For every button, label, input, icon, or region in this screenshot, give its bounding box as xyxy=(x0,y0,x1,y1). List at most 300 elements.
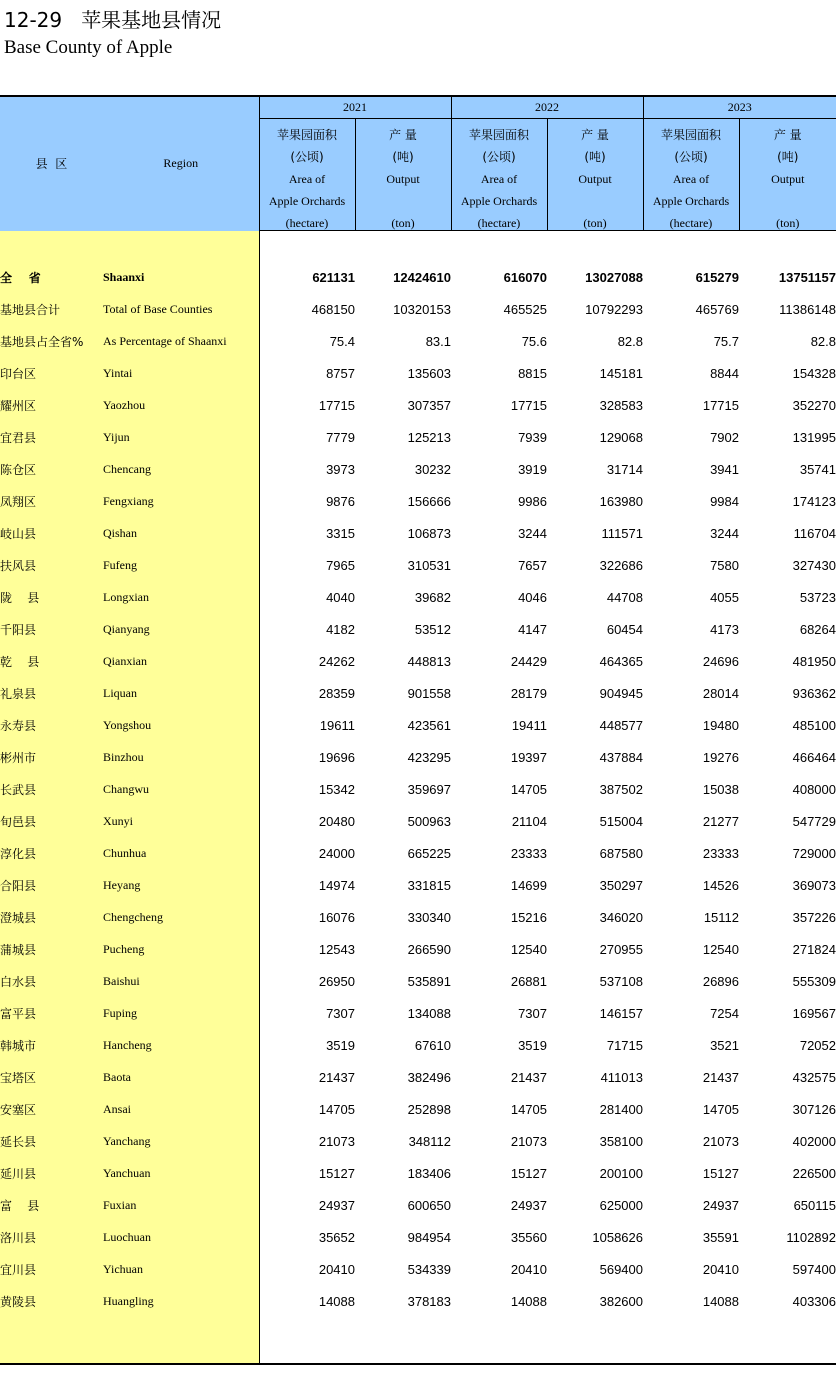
pad-cell xyxy=(0,1317,103,1364)
value-cell: 4040 xyxy=(326,589,355,605)
value-cell: 82.8 xyxy=(617,333,643,349)
value-cell: 15112 xyxy=(703,909,739,925)
value-cell: 3521 xyxy=(710,1037,739,1053)
area-label-en1: Area of xyxy=(288,171,326,186)
value-cell: 12540 xyxy=(510,941,547,957)
region-name-en: Chencang xyxy=(103,453,259,485)
value-cell: 35560 xyxy=(510,1229,547,1245)
region-name-cn: 基地县占全省% xyxy=(0,325,103,357)
pad-cell xyxy=(103,1317,259,1364)
value-cell: 15216 xyxy=(510,909,547,925)
value-cell: 936362 xyxy=(792,685,836,701)
value-cell: 904945 xyxy=(599,685,643,701)
value-cell: 1102892 xyxy=(786,1229,836,1245)
value-cell: 387502 xyxy=(599,781,643,797)
value-cell: 330340 xyxy=(407,909,451,925)
region-name-cn: 千阳县 xyxy=(0,613,103,645)
region-name-cn: 蒲城县 xyxy=(0,933,103,965)
output-label-cn: 产 量 xyxy=(389,127,417,142)
value-cell: 650115 xyxy=(793,1197,836,1213)
value-cell: 4173 xyxy=(710,621,739,637)
table-row xyxy=(0,933,836,965)
value-cell: 616070 xyxy=(503,269,547,285)
region-name-cn: 扶风县 xyxy=(0,549,103,581)
value-cell: 403306 xyxy=(792,1293,836,1309)
value-cell: 281400 xyxy=(599,1101,643,1117)
value-cell: 21437 xyxy=(702,1069,739,1085)
region-en-header: Region xyxy=(103,96,259,231)
value-cell: 116704 xyxy=(793,525,836,541)
area-label-en2: Apple Orchards xyxy=(652,193,730,208)
table-row xyxy=(0,805,836,837)
value-cell: 24000 xyxy=(318,845,355,861)
value-cell: 71715 xyxy=(606,1037,643,1053)
region-name-en: Luochuan xyxy=(103,1221,259,1253)
region-name-en: Longxian xyxy=(103,581,259,613)
value-cell: 125213 xyxy=(407,429,451,445)
table-row xyxy=(0,1157,836,1189)
value-cell: 129068 xyxy=(599,429,643,445)
region-name-en: Huangling xyxy=(103,1285,259,1317)
value-cell: 75.6 xyxy=(521,333,547,349)
output-subheader xyxy=(547,119,643,231)
area-unit-cn: (公顷) xyxy=(674,149,708,164)
value-cell: 19611 xyxy=(319,717,355,733)
value-cell: 8844 xyxy=(710,365,739,381)
value-cell: 14705 xyxy=(510,781,547,797)
value-cell: 14705 xyxy=(702,1101,739,1117)
value-cell: 19480 xyxy=(702,717,739,733)
area-label-en1: Area of xyxy=(672,171,710,186)
region-name-en: Hancheng xyxy=(103,1029,259,1061)
region-name-cn: 淳化县 xyxy=(0,837,103,869)
pad-cell xyxy=(259,1317,355,1364)
output-unit-cn: (吨) xyxy=(392,149,414,164)
table-row xyxy=(0,1093,836,1125)
year-header-2021: 2021 xyxy=(259,96,451,119)
value-cell: 14705 xyxy=(318,1101,355,1117)
value-cell: 35741 xyxy=(799,461,836,477)
region-name-en: Binzhou xyxy=(103,741,259,773)
value-cell: 485100 xyxy=(792,717,836,733)
value-cell: 111571 xyxy=(601,525,643,541)
value-cell: 26896 xyxy=(702,973,739,989)
value-cell: 665225 xyxy=(407,845,451,861)
value-cell: 3315 xyxy=(326,525,355,541)
value-cell: 7307 xyxy=(326,1005,355,1021)
area-label-cn: 苹果园面积 xyxy=(468,127,529,142)
area-unit-en: (hectare) xyxy=(285,215,329,230)
table-row xyxy=(0,1253,836,1285)
output-blank xyxy=(548,190,643,212)
value-cell: 346020 xyxy=(599,909,643,925)
value-cell: 28014 xyxy=(702,685,739,701)
value-cell: 411013 xyxy=(600,1069,643,1085)
table-row xyxy=(0,773,836,805)
value-cell: 358100 xyxy=(599,1133,643,1149)
value-cell: 21073 xyxy=(702,1133,739,1149)
region-name-cn: 印台区 xyxy=(0,357,103,389)
value-cell: 14088 xyxy=(318,1293,355,1309)
table-row xyxy=(0,965,836,997)
year-header-2022: 2022 xyxy=(451,96,643,119)
table-row xyxy=(0,581,836,613)
region-cn-header: 县 区 xyxy=(0,96,103,231)
value-cell: 12543 xyxy=(318,941,355,957)
value-cell: 24937 xyxy=(510,1197,547,1213)
value-cell: 39682 xyxy=(414,589,451,605)
region-name-cn: 长武县 xyxy=(0,773,103,805)
area-label-en1: Area of xyxy=(480,171,518,186)
region-name-cn: 宜川县 xyxy=(0,1253,103,1285)
value-cell: 352270 xyxy=(792,397,836,413)
region-name-en: Chunhua xyxy=(103,837,259,869)
region-name-en: Shaanxi xyxy=(103,261,259,293)
value-cell: 7965 xyxy=(326,557,355,573)
region-name-cn: 黄陵县 xyxy=(0,1285,103,1317)
value-cell: 465525 xyxy=(503,301,547,317)
value-cell: 448813 xyxy=(407,653,451,669)
value-cell: 423295 xyxy=(407,749,451,765)
region-name-en: Fuxian xyxy=(103,1189,259,1221)
value-cell: 53723 xyxy=(799,589,836,605)
value-cell: 200100 xyxy=(599,1165,643,1181)
region-name-cn: 洛川县 xyxy=(0,1221,103,1253)
value-cell: 24262 xyxy=(318,653,355,669)
area-label-cn: 苹果园面积 xyxy=(660,127,721,142)
region-name-cn: 富平县 xyxy=(0,997,103,1029)
area-label-en2: Apple Orchards xyxy=(268,193,346,208)
value-cell: 1058626 xyxy=(592,1229,643,1245)
output-label-cn: 产 量 xyxy=(773,127,802,142)
region-name-cn: 宜君县 xyxy=(0,421,103,453)
table-row xyxy=(0,261,836,293)
value-cell: 408000 xyxy=(792,781,836,797)
value-cell: 14526 xyxy=(702,877,739,893)
region-name-cn: 陈仓区 xyxy=(0,453,103,485)
table-row xyxy=(0,485,836,517)
region-name-en: Total of Base Counties xyxy=(103,293,259,325)
region-name-cn: 乾 县 xyxy=(0,645,103,677)
area-subheader xyxy=(451,119,547,231)
area-subheader xyxy=(643,119,739,231)
pad-cell xyxy=(643,1317,739,1364)
value-cell: 15127 xyxy=(510,1165,547,1181)
value-cell: 369073 xyxy=(792,877,836,893)
value-cell: 75.4 xyxy=(329,333,355,349)
value-cell: 169567 xyxy=(792,1005,836,1021)
value-cell: 7902 xyxy=(710,429,739,445)
region-name-en: Yintai xyxy=(103,357,259,389)
value-cell: 21437 xyxy=(510,1069,547,1085)
area-unit-en: (hectare) xyxy=(477,215,521,230)
region-name-cn: 富 县 xyxy=(0,1189,103,1221)
value-cell: 625000 xyxy=(599,1197,643,1213)
region-name-cn: 延长县 xyxy=(0,1125,103,1157)
value-cell: 4055 xyxy=(710,589,739,605)
output-unit-cn: (吨) xyxy=(584,149,606,164)
region-name-cn: 岐山县 xyxy=(0,517,103,549)
value-cell: 687580 xyxy=(599,845,643,861)
value-cell: 3519 xyxy=(326,1037,355,1053)
value-cell: 20410 xyxy=(702,1261,739,1277)
value-cell: 20410 xyxy=(510,1261,547,1277)
value-cell: 134088 xyxy=(407,1005,451,1021)
table-row xyxy=(0,1189,836,1221)
table-row xyxy=(0,613,836,645)
value-cell: 3919 xyxy=(518,461,547,477)
region-name-en: Xunyi xyxy=(103,805,259,837)
value-cell: 357226 xyxy=(792,909,836,925)
region-name-en: Qianxian xyxy=(103,645,259,677)
value-cell: 17715 xyxy=(510,397,547,413)
output-subheader xyxy=(739,119,836,231)
value-cell: 322686 xyxy=(599,557,643,573)
region-name-en: Pucheng xyxy=(103,933,259,965)
value-cell: 3244 xyxy=(710,525,739,541)
region-name-en: Changwu xyxy=(103,773,259,805)
area-unit-en: (hectare) xyxy=(669,215,713,230)
region-name-cn: 全 省 xyxy=(0,261,103,293)
output-unit-en: (ton) xyxy=(776,215,800,230)
table-row xyxy=(0,901,836,933)
value-cell: 500963 xyxy=(407,813,451,829)
value-cell: 468150 xyxy=(311,301,355,317)
value-cell: 448577 xyxy=(599,717,643,733)
value-cell: 15342 xyxy=(318,781,355,797)
spacer-cell xyxy=(547,231,643,262)
value-cell: 432575 xyxy=(792,1069,836,1085)
area-unit-cn: (公顷) xyxy=(290,149,324,164)
value-cell: 60454 xyxy=(606,621,643,637)
region-name-en: Chengcheng xyxy=(103,901,259,933)
value-cell: 466464 xyxy=(792,749,836,765)
region-name-cn: 安塞区 xyxy=(0,1093,103,1125)
value-cell: 26950 xyxy=(318,973,355,989)
region-name-en: Baishui xyxy=(103,965,259,997)
region-name-en: Yongshou xyxy=(103,709,259,741)
value-cell: 19276 xyxy=(702,749,739,765)
region-name-en: Yanchuan xyxy=(103,1157,259,1189)
area-label-en2: Apple Orchards xyxy=(460,193,538,208)
value-cell: 555309 xyxy=(792,973,836,989)
table-row xyxy=(0,357,836,389)
value-cell: 729000 xyxy=(792,845,836,861)
value-cell: 19411 xyxy=(511,717,547,733)
value-cell: 21104 xyxy=(511,813,547,829)
value-cell: 28179 xyxy=(510,685,547,701)
region-name-en: Liquan xyxy=(103,677,259,709)
table-row xyxy=(0,677,836,709)
output-blank xyxy=(740,190,836,212)
spacer-cell xyxy=(355,231,451,262)
spacer-cell xyxy=(259,231,355,262)
value-cell: 15127 xyxy=(318,1165,355,1181)
value-cell: 4147 xyxy=(518,621,547,637)
value-cell: 307126 xyxy=(792,1101,836,1117)
value-cell: 382600 xyxy=(599,1293,643,1309)
value-cell: 307357 xyxy=(407,397,451,413)
value-cell: 7580 xyxy=(710,557,739,573)
table-row xyxy=(0,389,836,421)
value-cell: 31714 xyxy=(606,461,643,477)
value-cell: 15127 xyxy=(702,1165,739,1181)
value-cell: 13027088 xyxy=(585,269,643,285)
value-cell: 17715 xyxy=(702,397,739,413)
value-cell: 35652 xyxy=(318,1229,355,1245)
year-header-2023: 2023 xyxy=(643,96,836,119)
value-cell: 174123 xyxy=(792,493,836,509)
value-cell: 53512 xyxy=(414,621,451,637)
value-cell: 21437 xyxy=(318,1069,355,1085)
table-row xyxy=(0,869,836,901)
value-cell: 382496 xyxy=(407,1069,451,1085)
region-name-cn: 凤翔区 xyxy=(0,485,103,517)
output-subheader xyxy=(355,119,451,231)
value-cell: 14088 xyxy=(702,1293,739,1309)
value-cell: 4182 xyxy=(326,621,355,637)
value-cell: 226500 xyxy=(792,1165,836,1181)
value-cell: 7254 xyxy=(710,1005,739,1021)
table-row xyxy=(0,1061,836,1093)
region-name-cn: 合阳县 xyxy=(0,869,103,901)
table-row xyxy=(0,421,836,453)
table-row xyxy=(0,741,836,773)
region-name-cn: 旬邑县 xyxy=(0,805,103,837)
value-cell: 12424610 xyxy=(393,269,451,285)
table-row xyxy=(0,453,836,485)
region-name-en: Yijun xyxy=(103,421,259,453)
pad-cell xyxy=(451,1317,547,1364)
region-name-cn: 永寿县 xyxy=(0,709,103,741)
value-cell: 266590 xyxy=(407,941,451,957)
value-cell: 24937 xyxy=(702,1197,739,1213)
value-cell: 135603 xyxy=(407,365,451,381)
value-cell: 3519 xyxy=(518,1037,547,1053)
table-title-cn: 12-29 苹果基地县情况 xyxy=(4,8,222,32)
value-cell: 10320153 xyxy=(393,301,451,317)
value-cell: 183406 xyxy=(407,1165,451,1181)
output-unit-en: (ton) xyxy=(583,215,607,230)
value-cell: 3941 xyxy=(710,461,739,477)
value-cell: 83.1 xyxy=(425,333,451,349)
value-cell: 145181 xyxy=(599,365,643,381)
spacer-cell xyxy=(739,231,836,262)
value-cell: 901558 xyxy=(407,685,451,701)
value-cell: 8815 xyxy=(518,365,547,381)
value-cell: 402000 xyxy=(792,1133,836,1149)
value-cell: 252898 xyxy=(407,1101,451,1117)
table-row xyxy=(0,517,836,549)
value-cell: 270955 xyxy=(599,941,643,957)
value-cell: 21073 xyxy=(510,1133,547,1149)
value-cell: 515004 xyxy=(599,813,643,829)
region-name-en: Yichuan xyxy=(103,1253,259,1285)
output-label-en: Output xyxy=(386,171,420,186)
value-cell: 156666 xyxy=(407,493,451,509)
value-cell: 68264 xyxy=(799,621,836,637)
table-row xyxy=(0,549,836,581)
table-row xyxy=(0,1125,836,1157)
table-title-en: Base County of Apple xyxy=(4,37,173,58)
value-cell: 7657 xyxy=(518,557,547,573)
output-unit-en: (ton) xyxy=(391,215,415,230)
value-cell: 569400 xyxy=(599,1261,643,1277)
region-name-cn: 耀州区 xyxy=(0,389,103,421)
spacer-cell xyxy=(643,231,739,262)
table-row xyxy=(0,1285,836,1317)
value-cell: 534339 xyxy=(407,1261,451,1277)
value-cell: 21277 xyxy=(702,813,739,829)
value-cell: 14088 xyxy=(510,1293,547,1309)
table-row xyxy=(0,997,836,1029)
value-cell: 10792293 xyxy=(585,301,643,317)
table-row xyxy=(0,709,836,741)
value-cell: 348112 xyxy=(408,1133,451,1149)
value-cell: 17715 xyxy=(318,397,355,413)
value-cell: 24696 xyxy=(702,653,739,669)
region-name-cn: 延川县 xyxy=(0,1157,103,1189)
value-cell: 9986 xyxy=(518,493,547,509)
value-cell: 7939 xyxy=(518,429,547,445)
value-cell: 23333 xyxy=(702,845,739,861)
value-cell: 106873 xyxy=(407,525,451,541)
pad-cell xyxy=(355,1317,451,1364)
value-cell: 13751157 xyxy=(778,269,836,285)
value-cell: 3973 xyxy=(326,461,355,477)
value-cell: 28359 xyxy=(318,685,355,701)
value-cell: 12540 xyxy=(702,941,739,957)
value-cell: 9984 xyxy=(710,493,739,509)
region-name-en: Fengxiang xyxy=(103,485,259,517)
value-cell: 423561 xyxy=(407,717,451,733)
value-cell: 8757 xyxy=(326,365,355,381)
value-cell: 481950 xyxy=(792,653,836,669)
output-label-cn: 产 量 xyxy=(581,127,609,142)
value-cell: 327430 xyxy=(792,557,836,573)
output-label-en: Output xyxy=(578,171,612,186)
table-row xyxy=(0,325,836,357)
table-row xyxy=(0,1029,836,1061)
value-cell: 44708 xyxy=(606,589,643,605)
table-row xyxy=(0,1221,836,1253)
value-cell: 350297 xyxy=(599,877,643,893)
region-name-en: Fufeng xyxy=(103,549,259,581)
region-name-cn: 礼泉县 xyxy=(0,677,103,709)
value-cell: 15038 xyxy=(702,781,739,797)
pad-cell xyxy=(547,1317,643,1364)
region-name-en: Ansai xyxy=(103,1093,259,1125)
value-cell: 14705 xyxy=(510,1101,547,1117)
value-cell: 24429 xyxy=(510,653,547,669)
value-cell: 310531 xyxy=(407,557,451,573)
region-name-en: Qishan xyxy=(103,517,259,549)
region-name-en: Yanchang xyxy=(103,1125,259,1157)
value-cell: 23333 xyxy=(510,845,547,861)
value-cell: 30232 xyxy=(414,461,451,477)
value-cell: 597400 xyxy=(792,1261,836,1277)
value-cell: 3244 xyxy=(518,525,547,541)
table-row xyxy=(0,837,836,869)
value-cell: 154328 xyxy=(792,365,836,381)
value-cell: 75.7 xyxy=(713,333,739,349)
area-label-cn: 苹果园面积 xyxy=(276,127,337,142)
value-cell: 163980 xyxy=(599,493,643,509)
output-blank xyxy=(356,190,451,212)
value-cell: 600650 xyxy=(407,1197,451,1213)
value-cell: 271824 xyxy=(792,941,836,957)
value-cell: 146157 xyxy=(599,1005,643,1021)
